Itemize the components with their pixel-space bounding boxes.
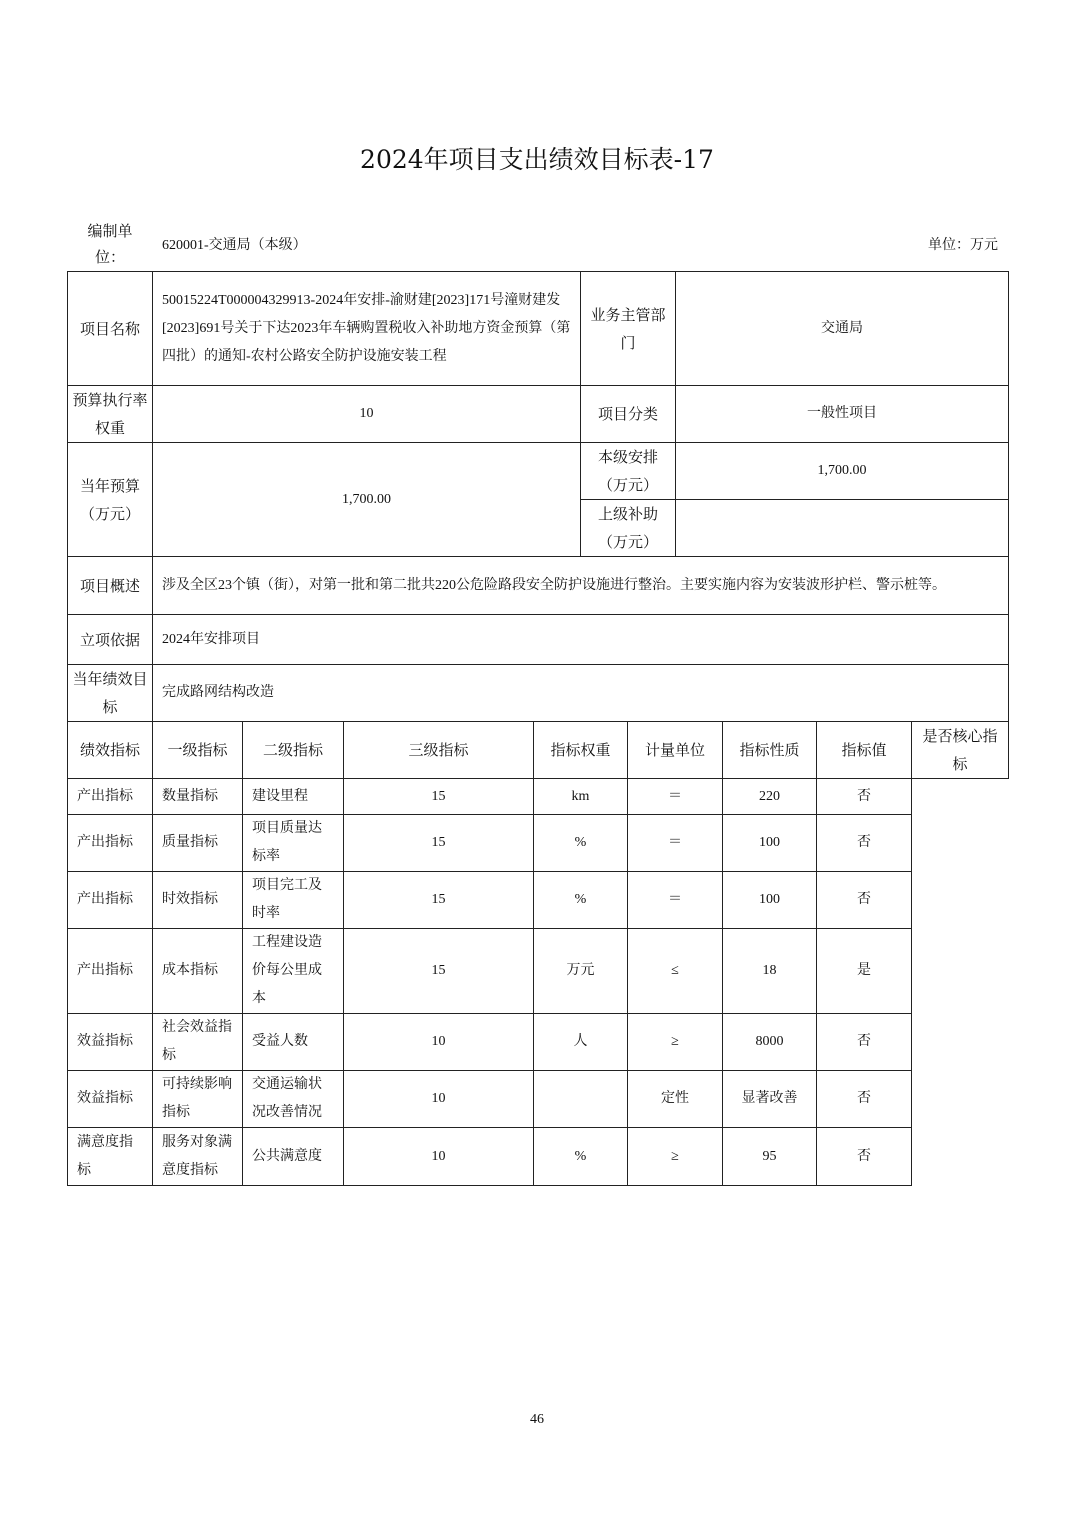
unit-value: 620001-交通局（本级） xyxy=(162,238,307,253)
indicator-section-label: 绩效指标 xyxy=(68,722,153,779)
indicator-header: 是否核心指标 xyxy=(912,722,1009,779)
overview-label: 项目概述 xyxy=(68,557,153,615)
indicator-cell: 否 xyxy=(817,1014,912,1071)
indicator-cell: ≥ xyxy=(628,1128,723,1186)
budget-label: 当年预算（万元） xyxy=(68,443,153,557)
indicator-cell: 否 xyxy=(817,779,912,815)
indicator-header: 一级指标 xyxy=(153,722,243,779)
indicator-cell: 15 xyxy=(344,779,534,815)
table-row xyxy=(68,815,1009,872)
indicator-cell: 定性 xyxy=(628,1071,723,1128)
table-row xyxy=(68,1128,1009,1186)
table-row xyxy=(68,1071,1009,1128)
indicator-cell: 服务对象满意度指标 xyxy=(153,1128,243,1186)
goal: 完成路网结构改造 xyxy=(153,665,1009,722)
category: 一般性项目 xyxy=(676,386,1009,443)
indicator-cell: ＝ xyxy=(628,779,723,815)
table-row xyxy=(68,929,1009,1014)
indicator-cell: 受益人数 xyxy=(243,1014,344,1071)
indicator-cell: 万元 xyxy=(534,929,628,1014)
indicator-cell: 项目质量达标率 xyxy=(243,815,344,872)
indicator-cell: km xyxy=(534,779,628,815)
indicator-cell: 效益指标 xyxy=(68,1014,153,1071)
local-label: 本级安排（万元） xyxy=(581,443,676,500)
upper-label: 上级补助（万元） xyxy=(581,500,676,557)
indicator-cell: 满意度指标 xyxy=(68,1128,153,1186)
page-number: 46 xyxy=(530,1412,544,1427)
currency-unit: 单位：万元 xyxy=(928,238,998,253)
indicator-cell: 社会效益指标 xyxy=(153,1014,243,1071)
indicator-cell: 时效指标 xyxy=(153,872,243,929)
indicator-cell: 成本指标 xyxy=(153,929,243,1014)
project-info-table xyxy=(67,271,1009,722)
indicator-cell: % xyxy=(534,1128,628,1186)
indicator-cell: 是 xyxy=(817,929,912,1014)
indicator-header: 指标性质 xyxy=(723,722,817,779)
indicator-cell: 15 xyxy=(344,929,534,1014)
indicator-cell: 建设里程 xyxy=(243,779,344,815)
indicator-cell: 15 xyxy=(344,815,534,872)
indicator-cell xyxy=(534,1071,628,1128)
indicator-header: 三级指标 xyxy=(344,722,534,779)
indicator-cell: 项目完工及时率 xyxy=(243,872,344,929)
indicator-cell: 公共满意度 xyxy=(243,1128,344,1186)
project-name-label: 项目名称 xyxy=(68,272,153,386)
indicator-cell: 否 xyxy=(817,1071,912,1128)
indicator-cell: % xyxy=(534,815,628,872)
project-name: 50015224T000004329913-2024年安排-渝财建[2023]171号潼财建发[2023]691号关于下达2023年车辆购置税收入补助地方资金预算（第四批）的通知-农村公路安全防护设施安装工程 xyxy=(153,272,581,386)
indicator-cell: ＝ xyxy=(628,872,723,929)
indicator-cell: 100 xyxy=(723,872,817,929)
indicator-cell: 10 xyxy=(344,1014,534,1071)
indicator-cell: 人 xyxy=(534,1014,628,1071)
dept-label: 业务主管部门 xyxy=(581,272,676,386)
indicator-cell: 交通运输状况改善情况 xyxy=(243,1071,344,1128)
indicator-cell: 18 xyxy=(723,929,817,1014)
indicator-cell: ≤ xyxy=(628,929,723,1014)
local: 1,700.00 xyxy=(676,443,1009,500)
goal-label: 当年绩效目标 xyxy=(68,665,153,722)
unit-label: 编制单位： xyxy=(87,222,133,266)
weight-label: 预算执行率权重 xyxy=(68,386,153,443)
indicator-cell: 可持续影响指标 xyxy=(153,1071,243,1128)
category-label: 项目分类 xyxy=(581,386,676,443)
indicator-cell: 产出指标 xyxy=(68,929,153,1014)
indicator-cell: 数量指标 xyxy=(153,779,243,815)
basis: 2024年安排项目 xyxy=(153,615,1009,665)
indicator-cell: 工程建设造价每公里成本 xyxy=(243,929,344,1014)
indicator-cell: 产出指标 xyxy=(68,872,153,929)
indicator-header: 二级指标 xyxy=(243,722,344,779)
indicator-cell: 否 xyxy=(817,1128,912,1186)
indicator-cell: 10 xyxy=(344,1071,534,1128)
indicator-cell: 产出指标 xyxy=(68,815,153,872)
indicator-cell: 显著改善 xyxy=(723,1071,817,1128)
weight: 10 xyxy=(153,386,581,443)
indicator-cell: 100 xyxy=(723,815,817,872)
budget: 1,700.00 xyxy=(153,443,581,557)
basis-label: 立项依据 xyxy=(68,615,153,665)
indicator-header: 指标权重 xyxy=(534,722,628,779)
upper xyxy=(676,500,1009,557)
indicator-table xyxy=(67,721,1009,1186)
indicator-cell: ＝ xyxy=(628,815,723,872)
page-title: 2024年项目支出绩效目标表-17 xyxy=(360,145,714,174)
indicator-cell: ≥ xyxy=(628,1014,723,1071)
indicator-cell: 否 xyxy=(817,872,912,929)
table-row xyxy=(68,872,1009,929)
indicator-cell: 15 xyxy=(344,872,534,929)
dept: 交通局 xyxy=(676,272,1009,386)
table-row xyxy=(68,1014,1009,1071)
indicator-header: 计量单位 xyxy=(628,722,723,779)
indicator-cell: 10 xyxy=(344,1128,534,1186)
indicator-cell: 8000 xyxy=(723,1014,817,1071)
overview: 涉及全区23个镇（街），对第一批和第二批共220公危险路段安全防护设施进行整治。主要实施内容为安装波形护栏、警示桩等。 xyxy=(153,557,1009,615)
indicator-cell: 质量指标 xyxy=(153,815,243,872)
indicator-header: 指标值 xyxy=(817,722,912,779)
indicator-cell: 效益指标 xyxy=(68,1071,153,1128)
table-row xyxy=(68,779,1009,815)
indicator-cell: 95 xyxy=(723,1128,817,1186)
indicator-cell: 产出指标 xyxy=(68,779,153,815)
indicator-cell: 否 xyxy=(817,815,912,872)
indicator-cell: 220 xyxy=(723,779,817,815)
indicator-cell: % xyxy=(534,872,628,929)
